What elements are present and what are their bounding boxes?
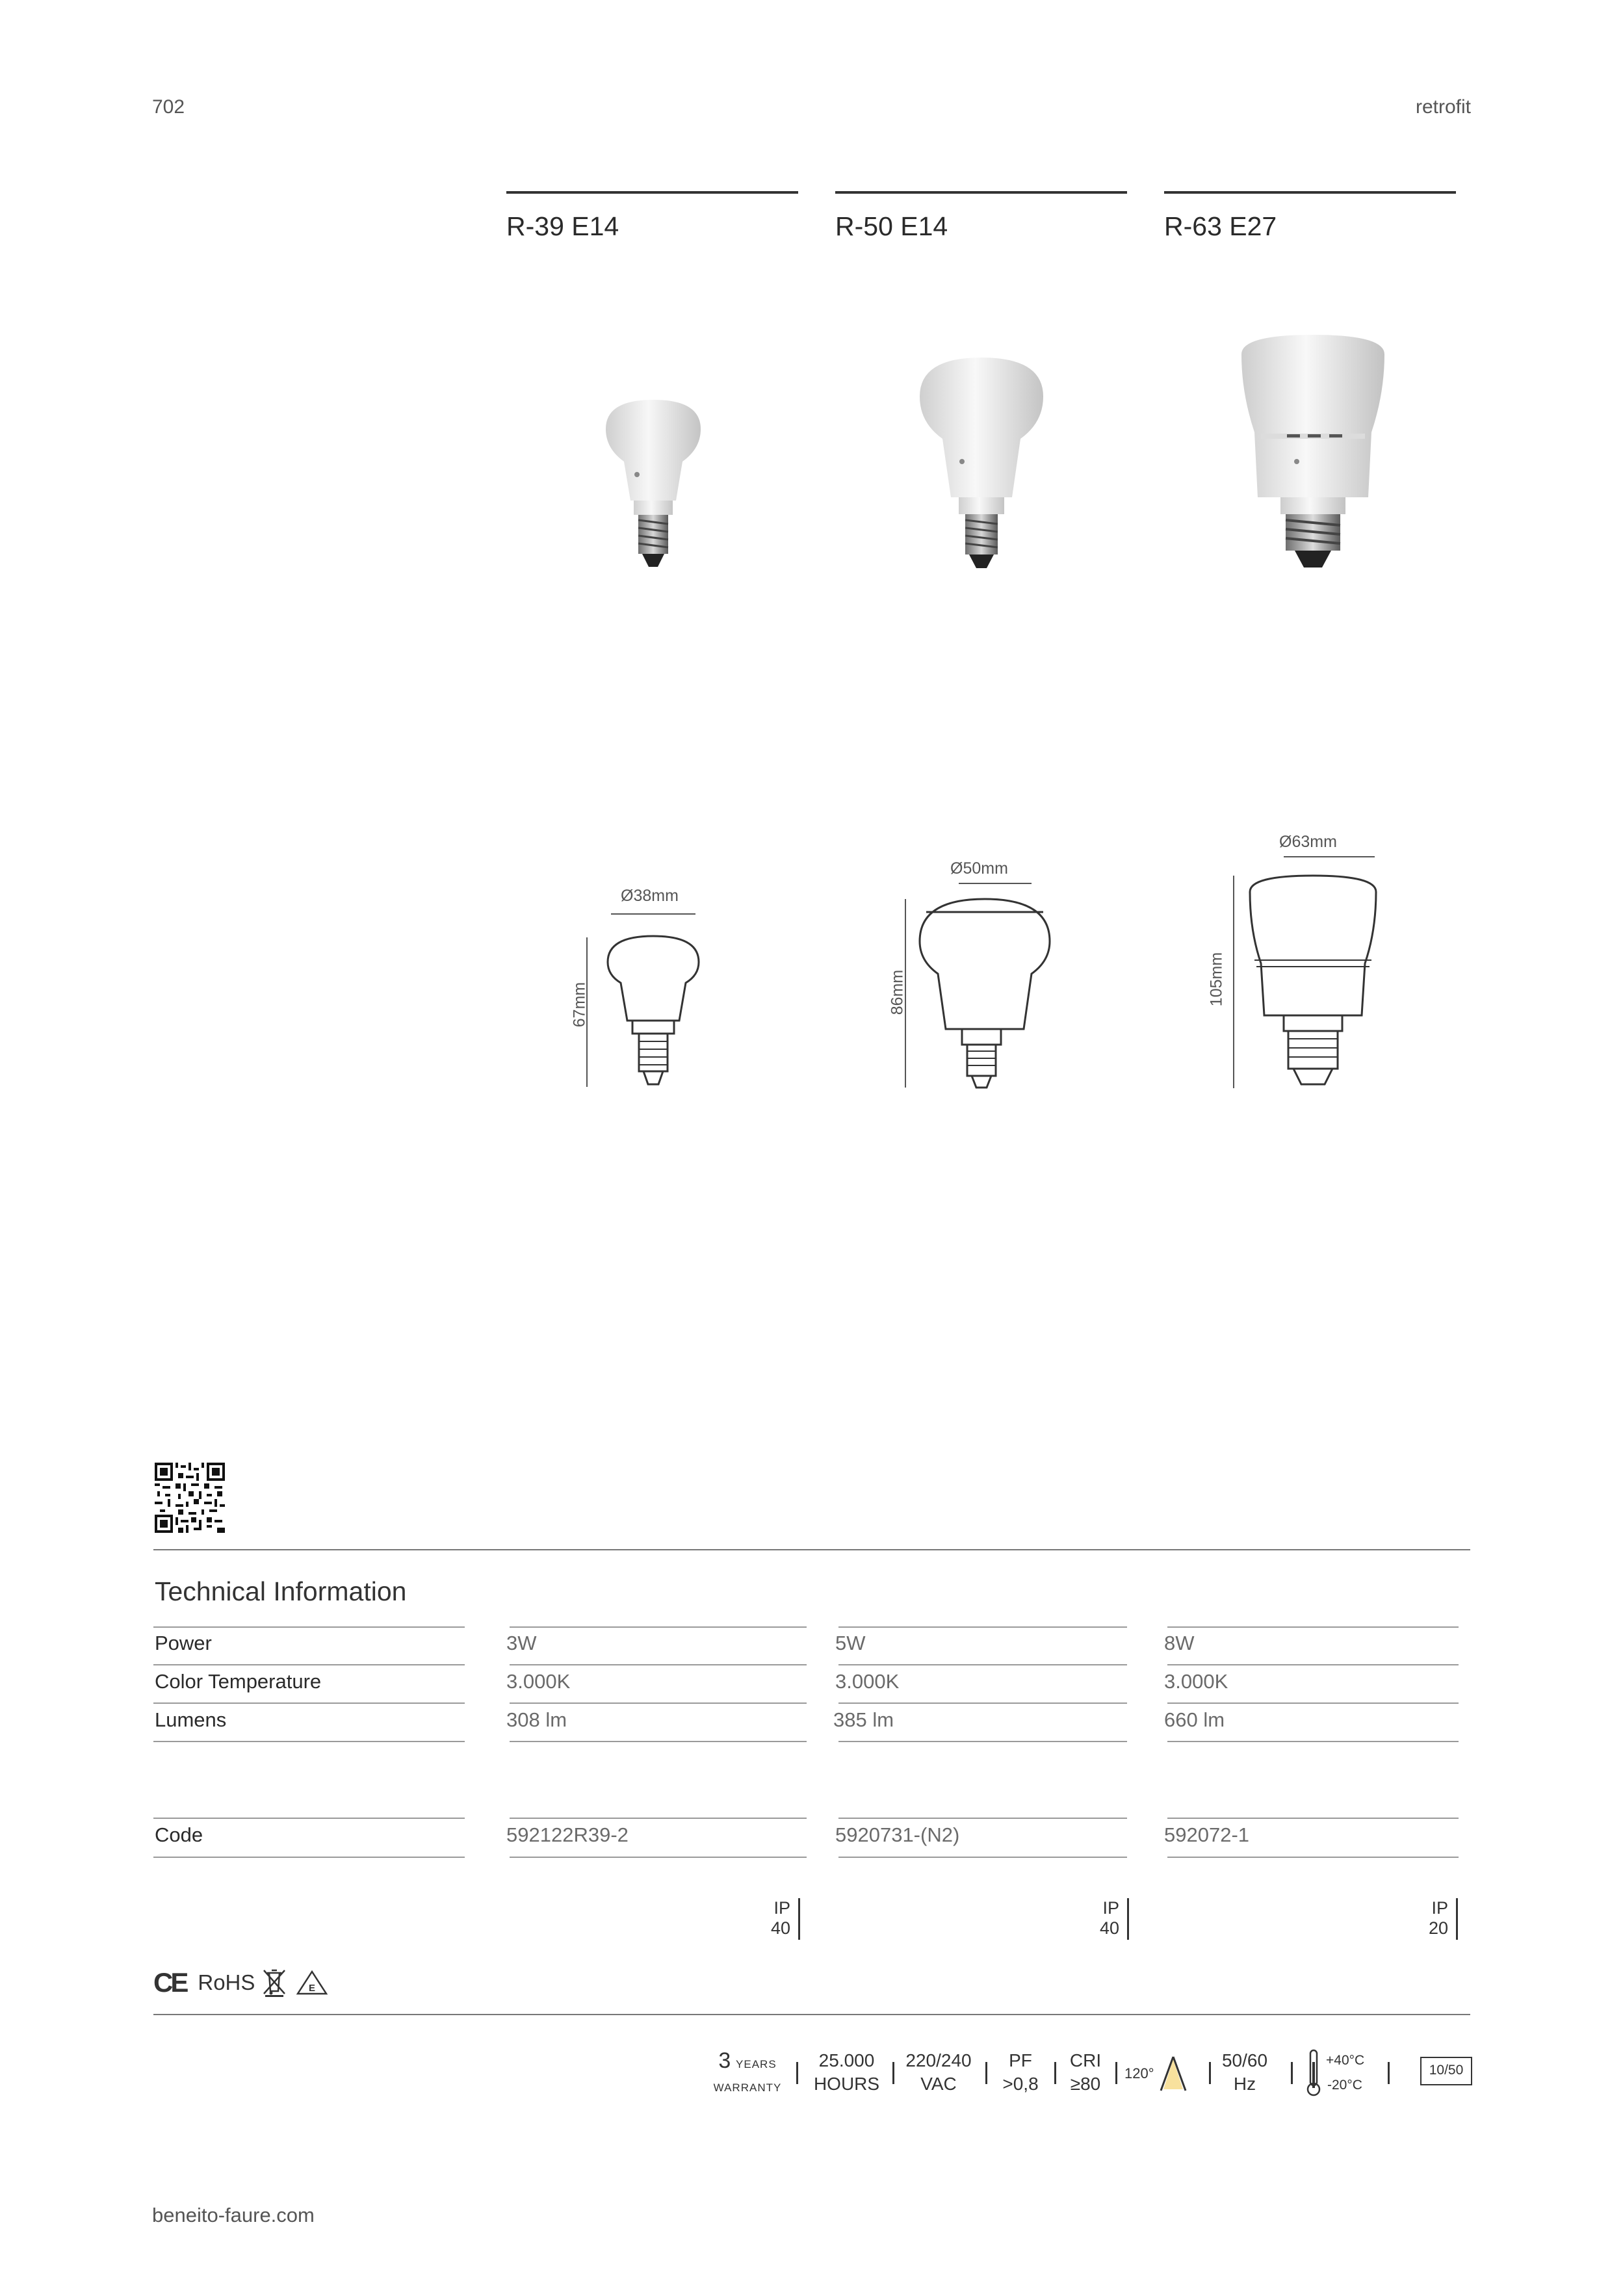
color-temp-value-r63: 3.000K: [1164, 1670, 1228, 1693]
divider-technical-top: [153, 1549, 1470, 1550]
ip-value: 20: [1428, 1918, 1448, 1938]
table-rule: [153, 1741, 465, 1742]
warranty-word-years: YEARS: [736, 2058, 777, 2070]
table-rule: [838, 1702, 1127, 1704]
ip-bar: [1127, 1898, 1129, 1940]
power-value-r63: 8W: [1164, 1632, 1195, 1654]
dimension-diagram-r63: [1228, 853, 1384, 1093]
bulb-photo-r50: [913, 351, 1050, 579]
column-rule-1: [506, 191, 798, 194]
warranty-word-warranty: WARRANTY: [713, 2081, 782, 2094]
frequency-label: Hz: [1233, 2074, 1256, 2094]
power-value-r50: 5W: [835, 1632, 866, 1654]
lumens-value-r39: 308 lm: [506, 1708, 567, 1731]
voltage-label: VAC: [920, 2074, 957, 2094]
diameter-label-r50: Ø50mm: [950, 859, 1008, 878]
table-rule: [510, 1626, 807, 1628]
website-link[interactable]: beneito-faure.com: [152, 2204, 315, 2226]
ip-value: 40: [1099, 1918, 1119, 1938]
voltage-value: 220/240: [905, 2050, 972, 2070]
spec-separator: [985, 2062, 987, 2084]
table-rule: [510, 1702, 807, 1704]
column-rule-2: [835, 191, 1127, 194]
spec-separator: [796, 2062, 798, 2084]
row-label-lumens: Lumens: [155, 1708, 227, 1731]
svg-text:E: E: [309, 1983, 316, 1994]
hours-label: HOURS: [813, 2074, 880, 2094]
power-value-r39: 3W: [506, 1632, 537, 1654]
product-title-r39: R-39 E14: [506, 211, 619, 241]
table-rule: [510, 1818, 807, 1819]
product-title-r50: R-50 E14: [835, 211, 948, 241]
power-factor: [994, 2049, 1046, 2096]
technical-information-title: Technical Information: [155, 1576, 407, 1606]
beam-angle-value: 120°: [1124, 2065, 1154, 2081]
height-label-r50: 86mm: [888, 969, 907, 1015]
page-number: 702: [152, 96, 185, 118]
table-rule: [1167, 1818, 1459, 1819]
ip-rating-r39: [747, 1898, 799, 1938]
code-value-r39[interactable]: 592122R39-2: [506, 1823, 629, 1846]
temperature-min: -20°C: [1327, 2078, 1362, 2093]
table-rule: [153, 1857, 465, 1858]
diameter-label-r39: Ø38mm: [621, 887, 679, 905]
spec-separator: [1054, 2062, 1056, 2084]
bulb-photo-r63: [1235, 328, 1391, 579]
spec-separator: [1115, 2062, 1117, 2084]
hours-value: 25.000: [818, 2050, 875, 2070]
table-rule: [1167, 1626, 1459, 1628]
diameter-label-r63: Ø63mm: [1279, 833, 1337, 851]
color-temp-value-r50: 3.000K: [835, 1670, 900, 1693]
table-rule: [1167, 1857, 1459, 1858]
warranty-years: 3: [718, 2048, 731, 2073]
table-rule: [153, 1818, 465, 1819]
bulb-photo-r39: [598, 390, 708, 579]
table-rule: [510, 1857, 807, 1858]
crossed-bin-icon: [261, 1968, 287, 1998]
enec-mark-icon: [294, 1968, 330, 1998]
height-label-r39: 67mm: [570, 982, 589, 1028]
thermometer-icon: [1305, 2049, 1322, 2097]
voltage: [900, 2049, 977, 2096]
pf-value: >0,8: [1002, 2074, 1039, 2094]
section-name: retrofit: [1415, 96, 1471, 118]
lumens-value-r63: 660 lm: [1164, 1708, 1225, 1731]
ce-mark: CE: [153, 1967, 187, 1998]
table-rule: [153, 1702, 465, 1704]
table-rule: [1167, 1702, 1459, 1704]
ik-rating-badge: 10/50: [1420, 2057, 1472, 2085]
color-temp-value-r39: 3.000K: [506, 1670, 571, 1693]
pf-label: PF: [1009, 2050, 1032, 2070]
table-rule: [838, 1857, 1127, 1858]
table-rule: [510, 1664, 807, 1665]
row-label-code: Code: [155, 1823, 203, 1846]
ip-bar: [798, 1898, 800, 1940]
column-rule-3: [1164, 191, 1456, 194]
color-rendering-index: [1063, 2049, 1108, 2096]
code-value-r63[interactable]: 592072-1: [1164, 1823, 1250, 1846]
table-rule: [153, 1626, 465, 1628]
ip-label: IP: [1431, 1898, 1448, 1918]
beam-angle-icon: [1158, 2054, 1188, 2093]
lumens-value-r50: 385 lm: [833, 1708, 894, 1731]
table-rule: [838, 1626, 1127, 1628]
divider-specs-top: [153, 2014, 1470, 2015]
ip-bar: [1456, 1898, 1458, 1940]
beam-angle: [1124, 2054, 1202, 2093]
cri-value: ≥80: [1070, 2074, 1101, 2094]
temperature-max: +40°C: [1326, 2053, 1365, 2068]
spec-separator: [1291, 2062, 1293, 2084]
lifetime-hours: [806, 2049, 887, 2096]
dimension-diagram-r50: [900, 880, 1050, 1094]
warranty-badge: [705, 2049, 790, 2100]
table-rule: [153, 1664, 465, 1665]
spec-separator: [1388, 2062, 1390, 2084]
table-rule: [1167, 1741, 1459, 1742]
ip-rating-r50: [1076, 1898, 1128, 1938]
table-rule: [838, 1664, 1127, 1665]
ip-value: 40: [770, 1918, 790, 1938]
ip-label: IP: [773, 1898, 790, 1918]
dimension-diagram-r39: [582, 910, 705, 1092]
spec-separator: [1209, 2062, 1211, 2084]
ip-label: IP: [1102, 1898, 1119, 1918]
rohs-mark: RoHS: [198, 1970, 255, 1994]
table-rule: [1167, 1664, 1459, 1665]
row-label-color-temperature: Color Temperature: [155, 1670, 322, 1693]
table-rule: [838, 1818, 1127, 1819]
spec-separator: [892, 2062, 894, 2084]
height-label-r63: 105mm: [1207, 952, 1226, 1007]
product-title-r63: R-63 E27: [1164, 211, 1277, 241]
table-rule: [838, 1741, 1127, 1742]
frequency-value: 50/60: [1221, 2050, 1268, 2070]
ip-rating-r63: [1405, 1898, 1457, 1938]
cri-label: CRI: [1069, 2050, 1102, 2070]
row-label-power: Power: [155, 1632, 212, 1654]
qr-code[interactable]: [155, 1463, 225, 1533]
table-rule: [510, 1741, 807, 1742]
certifications: [153, 1966, 330, 1999]
frequency: [1217, 2049, 1273, 2096]
code-value-r50[interactable]: 5920731-(N2): [835, 1823, 960, 1846]
